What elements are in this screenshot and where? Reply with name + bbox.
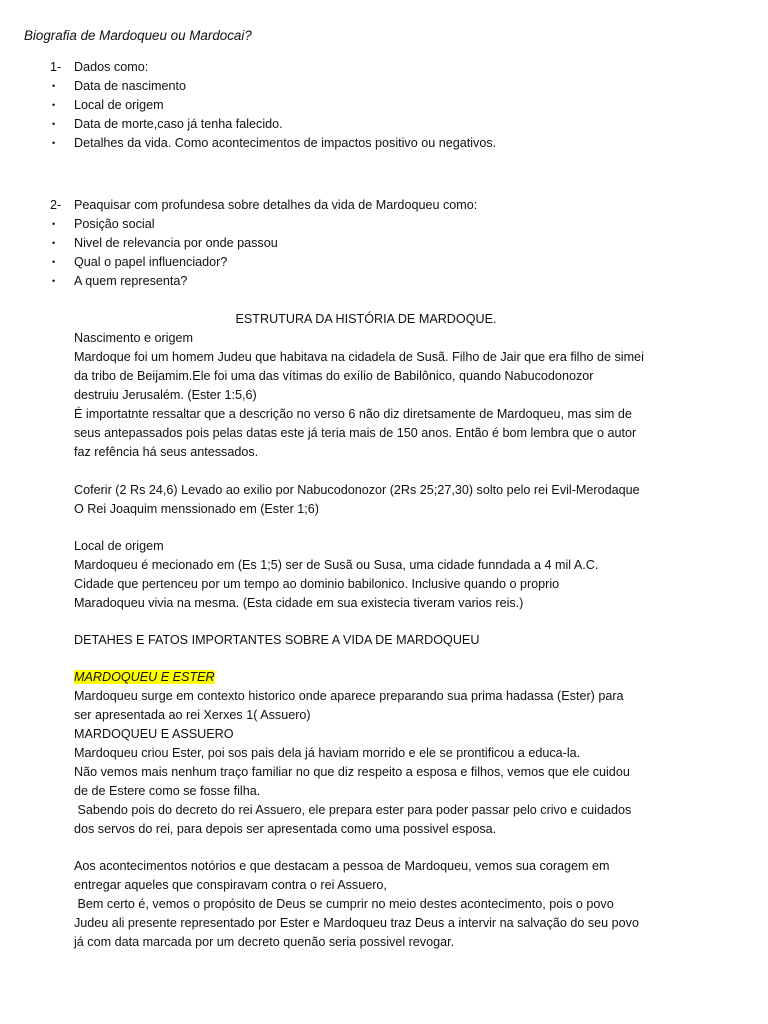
paragraph-line: faz refência há seus antessados.: [74, 445, 259, 459]
paragraph-line: Mardoqueu surge em contexto historico onde aparece preparando sua prima hadassa (Ester) para: [74, 689, 624, 703]
paragraph-line: da tribo de Beijamim.Ele foi uma das vítimas do exílio de Babilônico, quando Nabucodonozor: [74, 369, 594, 383]
bullet-icon: •: [52, 219, 56, 229]
section-2-heading: Peaquisar com profundesa sobre detalhes da vida de Mardoqueu como:: [74, 198, 478, 212]
list-item: Qual o papel influenciador?: [74, 255, 228, 269]
paragraph-line: já com data marcada por um decreto quenão seria possivel revogar.: [74, 935, 455, 949]
section-1-heading: Dados como:: [74, 60, 149, 74]
paragraph-line: MARDOQUEU E ASSUERO: [74, 727, 234, 741]
bullet-icon: •: [52, 81, 56, 91]
bullet-icon: •: [52, 276, 56, 286]
paragraph-line: Local de origem: [74, 539, 164, 553]
list-item: Detalhes da vida. Como acontecimentos de impactos positivo ou negativos.: [74, 136, 497, 150]
paragraph-line: de de Estere como se fosse filha.: [74, 784, 261, 798]
mardoqueu-ester-heading: [74, 668, 215, 687]
paragraph-line: Aos acontecimentos notórios e que destacam a pessoa de Mardoqueu, vemos sua coragem em: [74, 859, 610, 873]
bullet-icon: •: [52, 257, 56, 267]
detalhes-heading: DETAHES E FATOS IMPORTANTES SOBRE A VIDA DE MARDOQUEU: [74, 633, 480, 647]
list-item: Data de nascimento: [74, 79, 187, 93]
paragraph-line: destruiu Jerusalém. (Ester 1:5,6): [74, 388, 257, 402]
paragraph-line: Mardoqueu criou Ester, poi sos pais dela já haviam morrido e ele se prontificou a educa-la.: [74, 746, 581, 760]
paragraph-line: O Rei Joaquim menssionado em (Ester 1;6): [74, 502, 319, 516]
paragraph-line: Bem certo é, vemos o propósito de Deus se cumprir no meio destes acontecimento, pois o povo: [74, 897, 614, 911]
paragraph-line: seus antepassados pois pelas datas este já teria mais de 150 anos. Então é bom lembra que o autor: [74, 426, 637, 440]
bullet-icon: •: [52, 100, 56, 110]
paragraph-line: Sabendo pois do decreto do rei Assuero, ele prepara ester para poder passar pelo crivo e cuidados: [74, 803, 632, 817]
section-2-number: 2-: [50, 198, 62, 212]
bullet-icon: •: [52, 138, 56, 148]
paragraph-line: Nascimento e origem: [74, 331, 193, 345]
paragraph-line: Cidade que pertenceu por um tempo ao dominio babilonico. Inclusive quando o proprio: [74, 577, 560, 591]
paragraph-line: dos servos do rei, para depois ser apresentada como uma possivel esposa.: [74, 822, 497, 836]
paragraph-line: Não vemos mais nenhum traço familiar no que diz respeito a esposa e filhos, vemos que ele cuidou: [74, 765, 630, 779]
list-item: Data de morte,caso já tenha falecido.: [74, 117, 283, 131]
paragraph-line: Maradoqueu vivia na mesma. (Esta cidade em sua existecia tiveram varios reis.): [74, 596, 524, 610]
paragraph-line: Mardoque foi um homem Judeu que habitava na cidadela de Susã. Filho de Jair que era filho de simei: [74, 350, 644, 364]
document-title: Biografia de Mardoqueu ou Mardocai?: [24, 28, 252, 43]
estrutura-heading: ESTRUTURA DA HISTÓRIA DE MARDOQUE.: [235, 312, 497, 326]
list-item: Posição social: [74, 217, 155, 231]
bullet-icon: •: [52, 238, 56, 248]
paragraph-line: É importatnte ressaltar que a descrição no verso 6 não diz diretsamente de Mardoqueu, mas sim de: [74, 407, 632, 421]
paragraph-line: Mardoqueu é mecionado em (Es 1;5) ser de Susã ou Susa, uma cidade funndada a 4 mil A.C.: [74, 558, 599, 572]
paragraph-line: ser apresentada ao rei Xerxes 1( Assuero): [74, 708, 311, 722]
list-item: Nivel de relevancia por onde passou: [74, 236, 278, 250]
bullet-icon: •: [52, 119, 56, 129]
highlighted-heading: MARDOQUEU E ESTER: [74, 670, 215, 684]
paragraph-line: Judeu ali presente representado por Ester e Mardoqueu traz Deus a intervir na salvação do seu povo: [74, 916, 639, 930]
paragraph-line: entregar aqueles que conspiravam contra o rei Assuero,: [74, 878, 387, 892]
list-item: A quem representa?: [74, 274, 188, 288]
paragraph-line: Coferir (2 Rs 24,6) Levado ao exilio por Nabucodonozor (2Rs 25;27,30) solto pelo rei Evil-Merodaque: [74, 483, 640, 497]
list-item: Local de origem: [74, 98, 164, 112]
section-1-number: 1-: [50, 60, 62, 74]
